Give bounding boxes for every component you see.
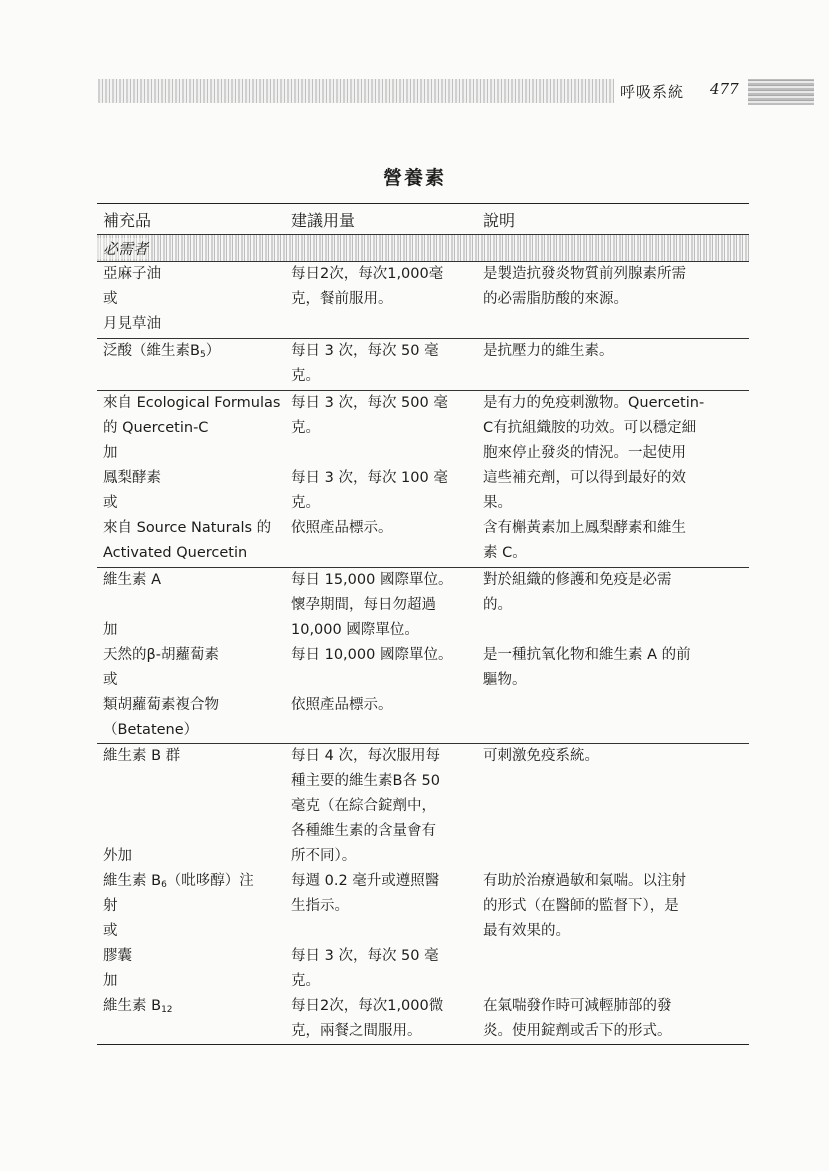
category-row <box>97 234 749 261</box>
running-header <box>98 75 814 107</box>
dosage-text: 10,000 國際單位。 <box>291 622 419 638</box>
category-label: 必需者 <box>97 238 148 259</box>
dosage-text: 生指示。 <box>291 898 349 914</box>
supplement-name: 射 <box>103 898 118 914</box>
supplement-connector: 或 <box>103 923 118 939</box>
description-text: 素 C。 <box>483 545 527 561</box>
dosage-text: 每日 10,000 國際單位。 <box>291 647 453 663</box>
supplement-name: 維生素 A <box>103 572 162 588</box>
supplement-connector: 加 <box>103 445 118 461</box>
header-decorative-band <box>98 79 614 103</box>
supplement-connector: 或 <box>103 291 118 307</box>
column-header-supplement: 補充品 <box>103 210 152 230</box>
dosage-text: 每日 15,000 國際單位。 <box>291 572 453 588</box>
dosage-text: 每週 0.2 毫升或遵照醫 <box>291 873 440 889</box>
table-row <box>97 743 749 1044</box>
dosage-text: 種主要的維生素B各 50 <box>291 773 441 789</box>
supplement-name: Activated Quercetin <box>103 545 248 561</box>
table-row <box>97 567 749 743</box>
dosage-text: 克。 <box>291 973 320 989</box>
dosage-text: 克，餐前服用。 <box>291 291 393 307</box>
dosage-text: 每日 3 次，每次 50 毫 <box>291 948 439 964</box>
description-text: C有抗組織胺的功效。可以穩定細 <box>483 420 697 436</box>
supplement-connector: 加 <box>103 622 118 638</box>
supplement-name: 維生素 B 群 <box>103 748 181 764</box>
dosage-text: 依照產品標示。 <box>291 697 393 713</box>
dosage-text: 依照產品標示。 <box>291 520 393 536</box>
description-text: 果。 <box>483 495 512 511</box>
supplement-name: 來自 Ecological Formulas <box>103 395 281 411</box>
description-text: 的必需脂肪酸的來源。 <box>483 291 628 307</box>
dosage-text: 各種維生素的含量會有 <box>291 823 436 839</box>
supplement-name: 月見草油 <box>103 316 161 332</box>
supplement-name: 維生素 $B_6$（吡哆醇）注 <box>103 873 254 890</box>
supplement-name: 的 Quercetin-C <box>103 420 209 436</box>
supplement-name: 亞麻子油 <box>103 266 161 282</box>
description-text: 是製造抗發炎物質前列腺素所需 <box>483 266 686 282</box>
table-row <box>97 390 749 567</box>
description-text: 的。 <box>483 597 512 613</box>
supplement-name: 膠囊 <box>103 948 132 964</box>
dosage-text: 毫克（在綜合錠劑中， <box>291 798 436 814</box>
description-text: 含有槲黃素加上鳳梨酵素和維生 <box>483 520 686 536</box>
dosage-text: 懷孕期間，每日勿超過 <box>291 597 436 613</box>
section-name: 呼吸系統 <box>620 83 685 101</box>
description-text: 是一種抗氧化物和維生素 A 的前 <box>483 647 691 663</box>
table-row <box>97 338 749 390</box>
description-text: 有助於治療過敏和氣喘。以注射 <box>483 873 686 889</box>
supplement-name: 來自 Source Naturals 的 <box>103 520 272 536</box>
page-title: 營養素 <box>382 167 446 189</box>
description-text: 可刺激免疫系統。 <box>483 748 599 764</box>
column-header-description: 說明 <box>483 210 516 230</box>
table-header-row <box>97 204 749 234</box>
dosage-text: 克。 <box>291 368 320 384</box>
dosage-text: 克。 <box>291 420 320 436</box>
supplement-connector: 外加 <box>103 848 132 864</box>
supplement-name: 類胡蘿蔔素複合物 <box>103 697 219 713</box>
description-text: 的形式（在醫師的監督下），是 <box>483 898 679 914</box>
description-text: 最有效果的。 <box>483 923 570 939</box>
description-text: 對於組織的修護和免疫是必需 <box>483 572 672 588</box>
description-text: 炎。使用錠劑或舌下的形式。 <box>483 1023 672 1039</box>
supplement-table <box>97 203 749 1045</box>
supplement-name: 泛酸（維生素$B_5$） <box>103 343 221 360</box>
description-text: 是有力的免疫刺激物。Quercetin- <box>483 395 705 411</box>
supplement-connector: 加 <box>103 973 118 989</box>
description-text: 這些補充劑，可以得到最好的效 <box>483 470 686 486</box>
description-text: 驅物。 <box>483 672 527 688</box>
supplement-connector: 或 <box>103 672 118 688</box>
description-text: 在氣喘發作時可減輕肺部的發 <box>483 998 672 1014</box>
description-text: 胞來停止發炎的情況。一起使用 <box>483 445 686 461</box>
dosage-text: 克，兩餐之間服用。 <box>291 1023 422 1039</box>
table-row <box>97 261 749 338</box>
supplement-name: 鳳梨酵素 <box>103 470 161 486</box>
supplement-connector: 或 <box>103 495 118 511</box>
supplement-name: （Betatene） <box>103 722 199 738</box>
dosage-text: 每日2次，每次1,000微 <box>291 998 444 1014</box>
dosage-text: 每日 4 次，每次服用每 <box>291 748 440 764</box>
page-number: 477 <box>710 80 739 98</box>
supplement-name: 維生素 $B_{12}$ <box>103 998 173 1015</box>
dosage-text: 克。 <box>291 495 320 511</box>
dosage-text: 每日 3 次，每次 50 毫 <box>291 343 439 359</box>
supplement-name: 天然的β-胡蘿蔔素 <box>103 647 219 663</box>
description-text: 是抗壓力的維生素。 <box>483 343 614 359</box>
column-header-dosage: 建議用量 <box>291 210 356 230</box>
dosage-text: 每日 3 次，每次 100 毫 <box>291 470 448 486</box>
dosage-text: 每日2次，每次1,000毫 <box>291 266 444 282</box>
dosage-text: 每日 3 次，每次 500 毫 <box>291 395 448 411</box>
header-decorative-block <box>748 79 814 105</box>
dosage-text: 所不同）。 <box>291 848 357 864</box>
